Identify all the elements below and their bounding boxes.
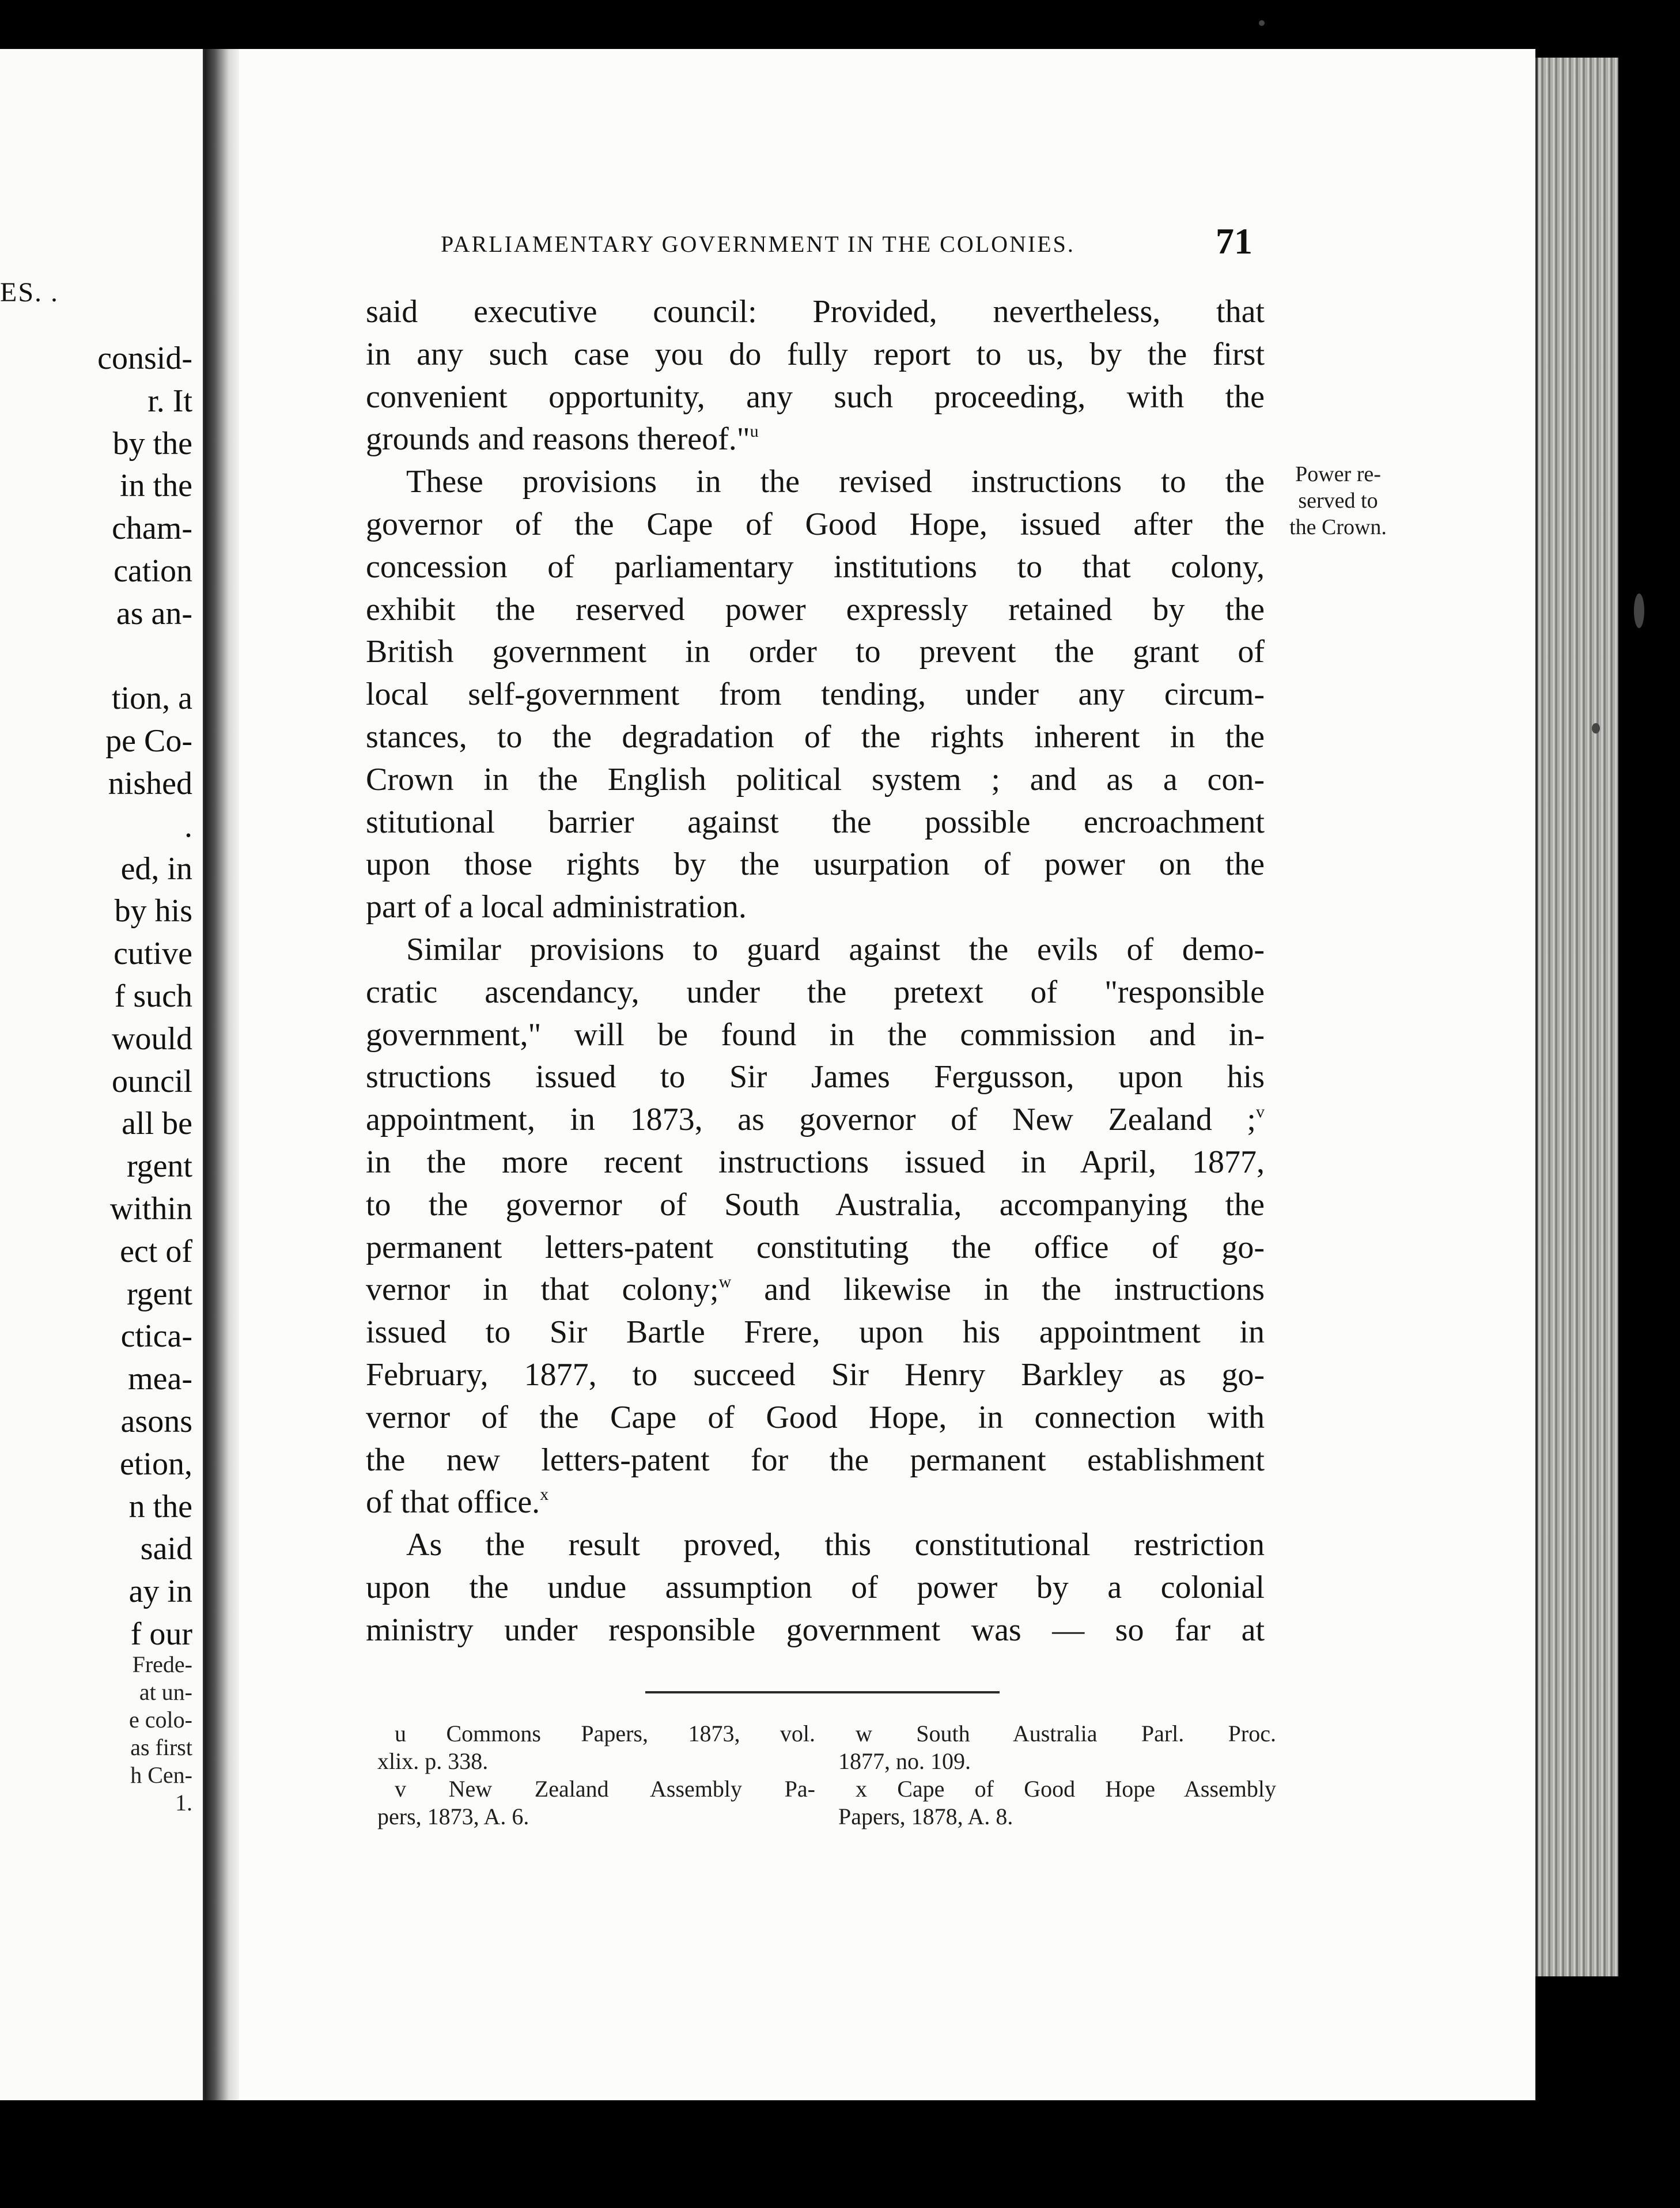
- body-line: [366, 376, 1265, 419]
- body-line-text: cratic ascendancy, under the pretext of "responsible: [366, 974, 1265, 1010]
- body-line: [366, 1056, 1265, 1099]
- footnote-line: w South Australia Parl. Proc.: [856, 1721, 1276, 1746]
- scan-speck: [1592, 723, 1600, 734]
- body-line-text: and likewise in the instructions: [731, 1272, 1265, 1308]
- body-line: [366, 504, 1265, 546]
- footnotes-right-column: [838, 1720, 1276, 1831]
- left-page-line: r. It: [147, 383, 192, 419]
- body-line-text: ministry under responsible government was — so far at: [366, 1612, 1265, 1648]
- left-page-line: rgent: [126, 1148, 192, 1185]
- left-page-line: as an-: [116, 595, 192, 632]
- body-line: [366, 1184, 1265, 1227]
- body-line-text: of that office.: [366, 1484, 540, 1521]
- body-line: [366, 1439, 1265, 1482]
- body-line-text: stitutional barrier against the possible encroachment: [366, 804, 1265, 840]
- body-line: [366, 1481, 1265, 1524]
- left-page-footnote-line: Frede-: [132, 1651, 192, 1677]
- page-edges: [1535, 58, 1618, 1976]
- body-line: [366, 1524, 1265, 1567]
- marginal-note-line: Power re-: [1295, 462, 1381, 486]
- body-line: [366, 461, 1265, 504]
- left-page-line: ouncil: [112, 1063, 192, 1099]
- body-line-text: upon those rights by the usurpation of power on the: [366, 846, 1265, 883]
- left-page-line: n the: [128, 1488, 192, 1525]
- body-line-text: issued to Sir Bartle Frere, upon his appointment in: [366, 1314, 1265, 1351]
- left-page-line: pe Co-: [105, 723, 192, 759]
- left-page-footnote-line: 1.: [175, 1790, 192, 1816]
- body-line-text: grounds and reasons thereof.": [366, 421, 750, 458]
- left-page-line: cham-: [112, 511, 192, 547]
- body-line: [366, 418, 1265, 461]
- left-page-line: by the: [112, 425, 192, 462]
- left-page-line: f our: [130, 1616, 192, 1652]
- body-line-text: Crown in the English political system ; and as a con-: [366, 761, 1265, 797]
- body-line-text: permanent letters-patent constituting the office of go-: [366, 1229, 1265, 1265]
- body-line: [366, 801, 1265, 844]
- body-line-text: convenient opportunity, any such proceeding, with the: [366, 379, 1265, 415]
- body-line: [366, 589, 1265, 632]
- body-line-text: appointment, in 1873, as governor of New Zealand ;: [366, 1102, 1256, 1138]
- body-line: [366, 1141, 1265, 1184]
- left-page-line: cation: [113, 553, 192, 589]
- left-page-line: would: [112, 1020, 192, 1057]
- book-gutter: [205, 49, 239, 2100]
- body-line-text: part of a local administration.: [366, 889, 747, 925]
- body-line-text: vernor in that colony;: [366, 1272, 719, 1308]
- marginal-note: [1276, 461, 1400, 540]
- footnote-line: xlix. p. 338.: [377, 1748, 489, 1774]
- body-line: [366, 291, 1265, 334]
- body-line-text: concession of parliamentary institutions to that colony,: [366, 549, 1265, 585]
- body-line: [366, 546, 1265, 589]
- left-page-line: ctica-: [120, 1318, 192, 1355]
- body-line: [366, 1354, 1265, 1397]
- body-line-text: vernor of the Cape of Good Hope, in connection with: [366, 1399, 1265, 1435]
- body-line: [366, 674, 1265, 716]
- body-line: [366, 631, 1265, 674]
- body-line: [366, 334, 1265, 376]
- body-line-text: said executive council: Provided, nevertheless, that: [366, 294, 1265, 330]
- page-number: 71: [1216, 221, 1253, 262]
- left-page-line: ed, in: [120, 850, 192, 887]
- body-line-text: These provisions in the revised instructions to the: [406, 464, 1265, 500]
- body-line: [366, 971, 1265, 1014]
- footnote-line: v New Zealand Assembly Pa-: [395, 1776, 815, 1802]
- body-line: [366, 1567, 1265, 1609]
- body-text: [366, 291, 1265, 1652]
- body-line: [366, 844, 1265, 886]
- body-line: [366, 886, 1265, 929]
- body-line-text: exhibit the reserved power expressly retained by the: [366, 591, 1265, 627]
- body-line: [366, 759, 1265, 801]
- left-page-line: mea-: [128, 1361, 192, 1397]
- left-page-line: tion, a: [112, 680, 192, 717]
- body-line-text: the new letters-patent for the permanent establishment: [366, 1442, 1265, 1478]
- body-line-text: structions issued to Sir James Fergusson, upon his: [366, 1059, 1265, 1095]
- footnote-line: Papers, 1878, A. 8.: [838, 1804, 1013, 1829]
- footnote-reference: u: [750, 422, 759, 441]
- footnote-reference: v: [1256, 1102, 1265, 1122]
- footnote-line: u Commons Papers, 1873, vol.: [395, 1721, 815, 1746]
- body-line-text: in any such case you do fully report to us, by the first: [366, 336, 1265, 372]
- left-page-running-head: ES. .: [0, 277, 59, 308]
- left-page-line: rgent: [126, 1276, 192, 1312]
- left-page-footnote-line: e colo-: [129, 1707, 192, 1733]
- footnote-line: x Cape of Good Hope Assembly: [856, 1776, 1276, 1802]
- left-page-footnote-line: as first: [130, 1734, 192, 1760]
- body-line-text: in the more recent instructions issued in April, 1877,: [366, 1144, 1265, 1180]
- left-page-line: by his: [114, 893, 192, 929]
- running-head: PARLIAMENTARY GOVERNMENT IN THE COLONIES.: [441, 231, 1075, 257]
- scan-speck: [1634, 593, 1644, 628]
- left-page-line: .: [184, 808, 192, 844]
- body-line-text: upon the undue assumption of power by a colonial: [366, 1569, 1265, 1605]
- body-line: [366, 1311, 1265, 1354]
- body-line-text: governor of the Cape of Good Hope, issued after the: [366, 506, 1265, 542]
- left-page-footnote-line: at un-: [139, 1679, 192, 1705]
- left-page-line: all be: [122, 1106, 192, 1142]
- left-page-line: asons: [120, 1404, 192, 1439]
- body-line: [366, 1269, 1265, 1311]
- scan-speck: [1259, 20, 1265, 26]
- footnote-reference: x: [540, 1485, 549, 1504]
- body-line-text: local self-government from tending, under any circum-: [366, 676, 1265, 713]
- left-page-line: in the: [120, 468, 192, 504]
- body-line-text: Similar provisions to guard against the evils of demo-: [406, 931, 1265, 967]
- body-line: [366, 1397, 1265, 1439]
- marginal-note-line: the Crown.: [1289, 515, 1387, 539]
- left-page-line: cutive: [113, 936, 192, 972]
- left-facing-page: [0, 49, 206, 2100]
- left-page-line: ect of: [120, 1233, 192, 1269]
- left-page-line: ay in: [128, 1574, 192, 1610]
- body-line-text: February, 1877, to succeed Sir Henry Barkley as go-: [366, 1356, 1265, 1393]
- body-line-text: As the result proved, this constitutional restriction: [406, 1527, 1265, 1563]
- body-line-text: government," will be found in the commission and in-: [366, 1016, 1265, 1053]
- left-page-line: etion,: [120, 1446, 192, 1482]
- footnote-rule: [645, 1691, 1000, 1693]
- body-line: [366, 716, 1265, 759]
- body-line-text: British government in order to prevent the grant of: [366, 634, 1265, 670]
- body-line-text: stances, to the degradation of the rights inherent in the: [366, 719, 1265, 755]
- footnote-line: pers, 1873, A. 6.: [377, 1804, 529, 1829]
- footnote-reference: w: [718, 1272, 732, 1292]
- left-page-line: within: [109, 1191, 192, 1227]
- body-line: [366, 1014, 1265, 1057]
- left-page-line: nished: [108, 766, 192, 801]
- left-page-line: consid-: [97, 341, 192, 376]
- footnotes-left-column: [377, 1720, 815, 1831]
- left-page-line: said: [140, 1531, 192, 1567]
- footnote-line: 1877, no. 109.: [838, 1748, 971, 1774]
- body-line-text: to the governor of South Australia, accompanying the: [366, 1186, 1265, 1223]
- body-line: [366, 1609, 1265, 1652]
- body-line: [366, 929, 1265, 971]
- marginal-note-line: served to: [1298, 489, 1378, 513]
- left-page-line: f such: [114, 978, 192, 1014]
- body-line: [366, 1227, 1265, 1269]
- body-line: [366, 1099, 1265, 1141]
- left-page-footnote-line: h Cen-: [130, 1762, 192, 1788]
